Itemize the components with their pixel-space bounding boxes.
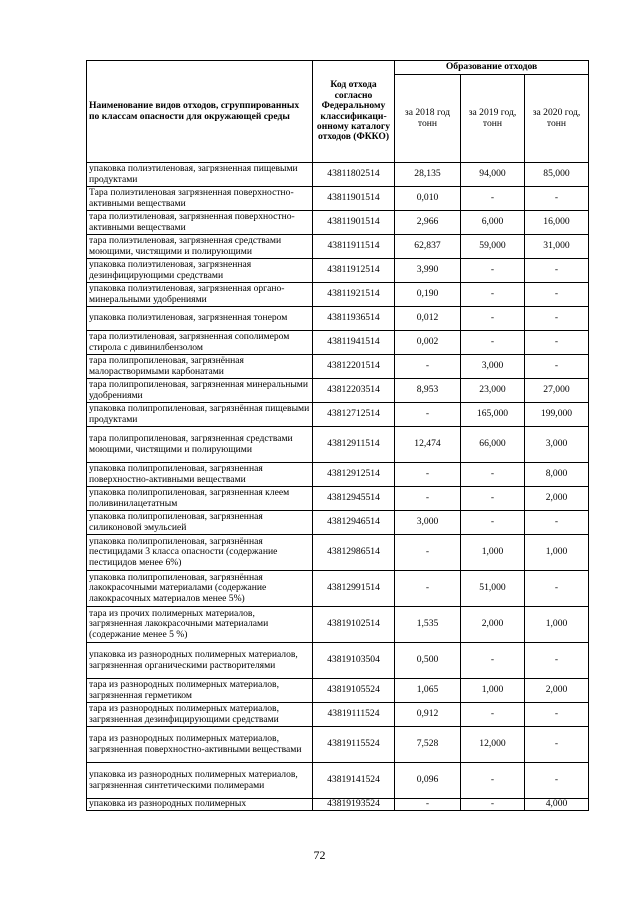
waste-name-cell: тара из разнородных полимерных материалов, загрязненная поверхностно-активными веществами xyxy=(87,727,313,763)
table-row xyxy=(87,571,589,607)
value-2018-cell: - xyxy=(395,355,461,379)
waste-code-cell: 43812712514 xyxy=(313,403,395,427)
value-2018-cell: 12,474 xyxy=(395,427,461,463)
waste-code-cell: 43812945514 xyxy=(313,487,395,511)
waste-code-cell: 43811936514 xyxy=(313,307,395,331)
waste-code-cell: 43811901514 xyxy=(313,187,395,211)
header-group: Образование отходов xyxy=(395,61,589,75)
waste-code-cell: 43812986514 xyxy=(313,535,395,571)
value-2019-cell: 51,000 xyxy=(461,571,525,607)
waste-name-cell: упаковка полиэтиленовая, загрязненная дезинфицирующими средствами xyxy=(87,259,313,283)
waste-table xyxy=(86,60,589,811)
waste-code-cell: 43819193524 xyxy=(313,799,395,811)
value-2018-cell: 0,912 xyxy=(395,703,461,727)
value-2019-cell: 2,000 xyxy=(461,607,525,643)
waste-name-cell: тара полиэтиленовая, загрязненная средствами моющими, чистящими и полирующими xyxy=(87,235,313,259)
header-name: Наименование видов отходов, сгруппированных по классам опасности для окружающей среды xyxy=(87,61,313,163)
value-2018-cell: 62,837 xyxy=(395,235,461,259)
value-2019-cell: - xyxy=(461,187,525,211)
value-2018-cell: - xyxy=(395,799,461,811)
value-2019-cell: 23,000 xyxy=(461,379,525,403)
value-2020-cell: 2,000 xyxy=(525,487,589,511)
value-2019-cell: 66,000 xyxy=(461,427,525,463)
table-row xyxy=(87,379,589,403)
value-2018-cell: 0,190 xyxy=(395,283,461,307)
table-row xyxy=(87,211,589,235)
page-number: 72 xyxy=(313,848,326,862)
value-2020-cell: 4,000 xyxy=(525,799,589,811)
value-2018-cell: 28,135 xyxy=(395,163,461,187)
value-2018-cell: 1,065 xyxy=(395,679,461,703)
table-row xyxy=(87,259,589,283)
value-2020-cell: 27,000 xyxy=(525,379,589,403)
value-2020-cell: - xyxy=(525,259,589,283)
value-2019-cell: - xyxy=(461,763,525,799)
value-2019-cell: - xyxy=(461,487,525,511)
value-2019-cell: - xyxy=(461,259,525,283)
waste-name-cell: упаковка полипропиленовая, загрязнённая пищевыми продуктами xyxy=(87,403,313,427)
value-2020-cell: 31,000 xyxy=(525,235,589,259)
value-2020-cell: - xyxy=(525,283,589,307)
waste-code-cell: 43812946514 xyxy=(313,511,395,535)
waste-name-cell: тара полипропиленовая, загрязненная минеральными удобрениями xyxy=(87,379,313,403)
waste-code-cell: 43811912514 xyxy=(313,259,395,283)
value-2019-cell: - xyxy=(461,643,525,679)
waste-name-cell: упаковка полипропиленовая, загрязнённая пестицидами 3 класса опасности (содержание пестицидов менее 6%) xyxy=(87,535,313,571)
waste-name-cell: Тара полиэтиленовая загрязненная поверхностно-активными веществами xyxy=(87,187,313,211)
value-2020-cell: - xyxy=(525,511,589,535)
value-2019-cell: - xyxy=(461,307,525,331)
table-row xyxy=(87,283,589,307)
table-row xyxy=(87,307,589,331)
value-2019-cell: 6,000 xyxy=(461,211,525,235)
waste-name-cell: тара полипропиленовая, загрязненная средствами моющими, чистящими и полирующими xyxy=(87,427,313,463)
value-2020-cell: 3,000 xyxy=(525,427,589,463)
table-row xyxy=(87,187,589,211)
waste-name-cell: тара полипропиленовая, загрязнённая малорастворимыми карбонатами xyxy=(87,355,313,379)
value-2019-cell: 1,000 xyxy=(461,535,525,571)
table-row xyxy=(87,607,589,643)
table-row xyxy=(87,403,589,427)
waste-code-cell: 43811802514 xyxy=(313,163,395,187)
value-2018-cell: 7,528 xyxy=(395,727,461,763)
value-2019-cell: 59,000 xyxy=(461,235,525,259)
value-2018-cell: 1,535 xyxy=(395,607,461,643)
table-row xyxy=(87,163,589,187)
table-row xyxy=(87,535,589,571)
table-row xyxy=(87,463,589,487)
waste-code-cell: 43811901514 xyxy=(313,211,395,235)
value-2018-cell: - xyxy=(395,487,461,511)
value-2020-cell: 199,000 xyxy=(525,403,589,427)
waste-name-cell: упаковка полипропиленовая, загрязнённая лакокрасочными материалами (содержание лакокрасочных материалов менее 5%) xyxy=(87,571,313,607)
waste-name-cell: упаковка полиэтиленовая, загрязненная органо-минеральными удобрениями xyxy=(87,283,313,307)
waste-name-cell: тара из прочих полимерных материалов, загрязненная лакокрасочными материалами (содержание менее 5 %) xyxy=(87,607,313,643)
value-2019-cell: - xyxy=(461,283,525,307)
waste-name-cell: тара из разнородных полимерных материалов, загрязненная герметиком xyxy=(87,679,313,703)
waste-name-cell: упаковка из разнородных полимерных материалов, загрязненная синтетическими полимерами xyxy=(87,763,313,799)
table-row xyxy=(87,763,589,799)
value-2019-cell: 3,000 xyxy=(461,355,525,379)
value-2020-cell: 2,000 xyxy=(525,679,589,703)
waste-code-cell: 43811921514 xyxy=(313,283,395,307)
value-2019-cell: 165,000 xyxy=(461,403,525,427)
waste-code-cell: 43819115524 xyxy=(313,727,395,763)
header-code: Код отхода согласно Федеральному классификаци-онному каталогу отходов (ФККО) xyxy=(313,61,395,163)
table-row xyxy=(87,679,589,703)
value-2020-cell: - xyxy=(525,727,589,763)
waste-code-cell: 43819103504 xyxy=(313,643,395,679)
waste-name-cell: упаковка из разнородных полимерных материалов, загрязненная органическими растворителями xyxy=(87,643,313,679)
value-2020-cell: 1,000 xyxy=(525,535,589,571)
value-2019-cell: - xyxy=(461,463,525,487)
value-2019-cell: 1,000 xyxy=(461,679,525,703)
table-row xyxy=(87,643,589,679)
value-2019-cell: 94,000 xyxy=(461,163,525,187)
value-2019-cell: - xyxy=(461,331,525,355)
value-2018-cell: - xyxy=(395,535,461,571)
table-row xyxy=(87,331,589,355)
header-year-2018: за 2018 год тонн xyxy=(395,75,461,163)
waste-name-cell: упаковка полипропиленовая, загрязненная поверхностно-активными веществами xyxy=(87,463,313,487)
value-2018-cell: 3,990 xyxy=(395,259,461,283)
value-2018-cell: 0,012 xyxy=(395,307,461,331)
header-year-2020: за 2020 год, тонн xyxy=(525,75,589,163)
waste-code-cell: 43811941514 xyxy=(313,331,395,355)
table-row xyxy=(87,727,589,763)
value-2019-cell: 12,000 xyxy=(461,727,525,763)
waste-name-cell: тара полиэтиленовая, загрязненная сополимером стирола с дивинилбензолом xyxy=(87,331,313,355)
waste-name-cell: тара полиэтиленовая, загрязненная поверхностно-активными веществами xyxy=(87,211,313,235)
table-row xyxy=(87,427,589,463)
table-row xyxy=(87,799,589,811)
value-2020-cell: - xyxy=(525,703,589,727)
table-row xyxy=(87,235,589,259)
value-2018-cell: - xyxy=(395,463,461,487)
table-row xyxy=(87,355,589,379)
value-2018-cell: 8,953 xyxy=(395,379,461,403)
table-row xyxy=(87,487,589,511)
header-year-2019: за 2019 год, тонн xyxy=(461,75,525,163)
table-body xyxy=(87,163,589,811)
table-row xyxy=(87,703,589,727)
value-2020-cell: - xyxy=(525,187,589,211)
value-2020-cell: - xyxy=(525,571,589,607)
waste-code-cell: 43811911514 xyxy=(313,235,395,259)
value-2020-cell: - xyxy=(525,307,589,331)
value-2018-cell: 0,500 xyxy=(395,643,461,679)
waste-code-cell: 43819102514 xyxy=(313,607,395,643)
value-2019-cell: - xyxy=(461,703,525,727)
waste-code-cell: 43812991514 xyxy=(313,571,395,607)
waste-name-cell: упаковка полиэтиленовая, загрязненная тонером xyxy=(87,307,313,331)
waste-code-cell: 43812203514 xyxy=(313,379,395,403)
waste-code-cell: 43819111524 xyxy=(313,703,395,727)
value-2018-cell: 0,010 xyxy=(395,187,461,211)
waste-name-cell: упаковка из разнородных полимерных xyxy=(87,799,313,811)
value-2020-cell: - xyxy=(525,355,589,379)
value-2018-cell: 0,096 xyxy=(395,763,461,799)
value-2020-cell: 16,000 xyxy=(525,211,589,235)
value-2019-cell: - xyxy=(461,511,525,535)
value-2018-cell: 0,002 xyxy=(395,331,461,355)
value-2019-cell: - xyxy=(461,799,525,811)
value-2020-cell: - xyxy=(525,763,589,799)
waste-code-cell: 43812911514 xyxy=(313,427,395,463)
waste-name-cell: упаковка полиэтиленовая, загрязненная пищевыми продуктами xyxy=(87,163,313,187)
value-2018-cell: 3,000 xyxy=(395,511,461,535)
waste-code-cell: 43819105524 xyxy=(313,679,395,703)
value-2020-cell: 1,000 xyxy=(525,607,589,643)
waste-code-cell: 43812912514 xyxy=(313,463,395,487)
waste-name-cell: тара из разнородных полимерных материалов, загрязненная дезинфицирующими средствами xyxy=(87,703,313,727)
value-2018-cell: 2,966 xyxy=(395,211,461,235)
value-2020-cell: - xyxy=(525,643,589,679)
waste-name-cell: упаковка полипропиленовая, загрязненная клеем поливинилацетатным xyxy=(87,487,313,511)
value-2020-cell: - xyxy=(525,331,589,355)
value-2018-cell: - xyxy=(395,403,461,427)
waste-code-cell: 43819141524 xyxy=(313,763,395,799)
value-2018-cell: - xyxy=(395,571,461,607)
value-2020-cell: 8,000 xyxy=(525,463,589,487)
waste-name-cell: упаковка полипропиленовая, загрязненная силиконовой эмульсией xyxy=(87,511,313,535)
waste-code-cell: 43812201514 xyxy=(313,355,395,379)
table-row xyxy=(87,511,589,535)
value-2020-cell: 85,000 xyxy=(525,163,589,187)
